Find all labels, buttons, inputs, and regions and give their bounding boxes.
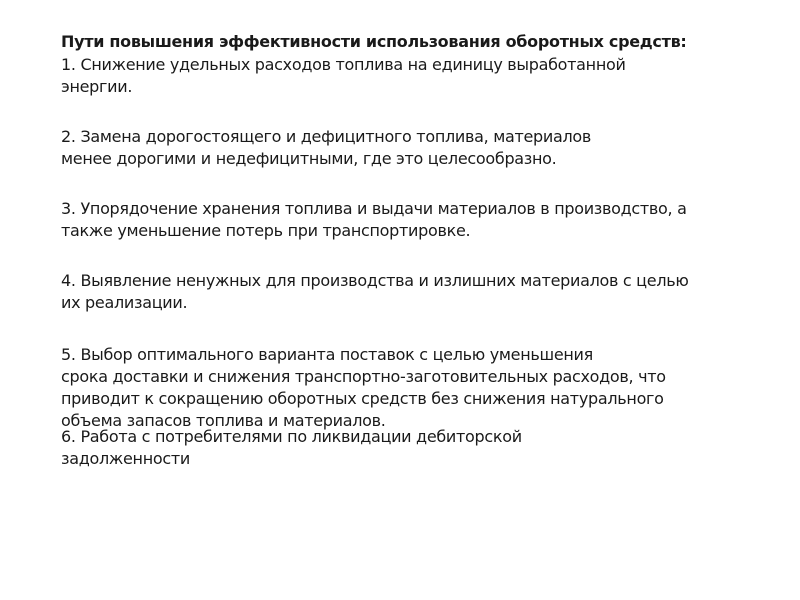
list-item-5-line-1: 5. Выбор оптимального варианта поставок с целью уменьшения [61,345,593,364]
list-item-2-line-2: менее дорогими и недефицитными, где это целесообразно. [61,149,557,168]
list-item-2-line-1: 2. Замена дорогостоящего и дефицитного топлива, материалов [61,127,592,146]
list-item-6-line-1: 6. Работа с потребителями по ликвидации дебиторской [61,427,522,446]
list-item-1 [61,54,626,98]
list-item-1-line-1: 1. Снижение удельных расходов топлива на единицу выработанной [61,55,626,74]
list-item-4 [61,270,689,314]
list-item-5-line-4: объема запасов топлива и материалов. [61,411,386,430]
list-item-4-line-1: 4. Выявление ненужных для производства и излишних материалов с целью [61,271,689,290]
list-item-5-line-3: приводит к сокращению оборотных средств без снижения натурального [61,389,664,408]
list-item-3-line-2: также уменьшение потерь при транспортировке. [61,221,471,240]
list-item-4-line-2: их реализации. [61,293,188,312]
list-item-5 [61,344,666,432]
list-item-6-line-2: задолженности [61,449,190,468]
list-item-6 [61,426,522,470]
list-item-3-line-1: 3. Упорядочение хранения топлива и выдачи материалов в производство, а [61,199,687,218]
list-item-2 [61,126,591,170]
list-item-1-line-2: энергии. [61,77,133,96]
list-item-3 [61,198,687,242]
list-item-5-line-2: срока доставки и снижения транспортно-заготовительных расходов, что [61,367,666,386]
slide-title: Пути повышения эффективности использования оборотных средств: [61,32,687,51]
